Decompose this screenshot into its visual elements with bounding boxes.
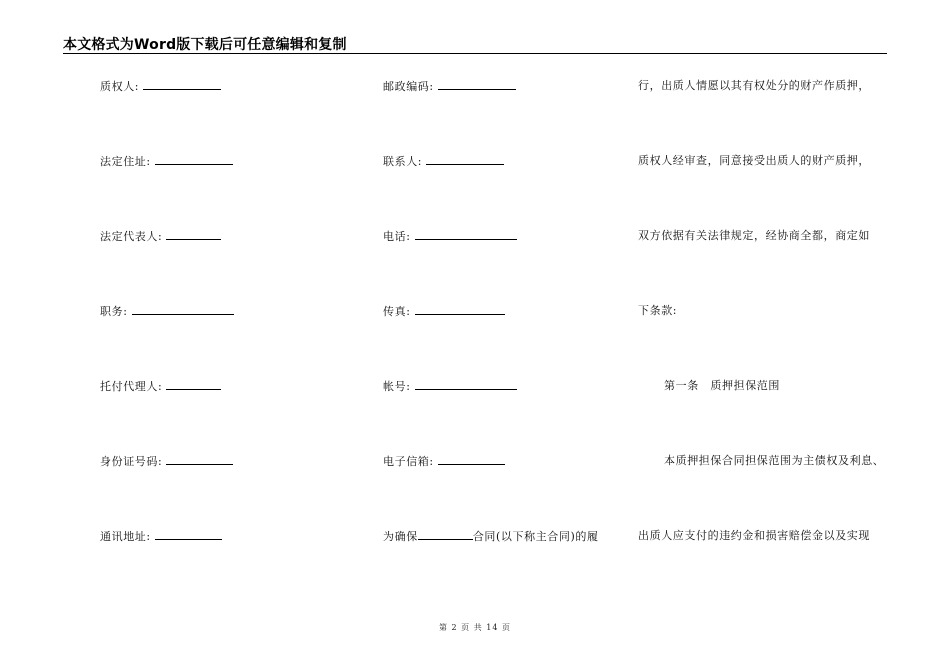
blank-line <box>438 454 505 465</box>
field-label: 通讯地址: <box>100 530 151 543</box>
page-header-title: 本文格式为Word版下载后可任意编辑和复制 <box>63 37 347 53</box>
body-text: 合同(以下称主合同)的履 <box>472 530 599 543</box>
body-line: 质权人经审查，同意接受出质人的财产质押， <box>638 154 870 167</box>
blank-line <box>166 229 221 240</box>
field-account <box>383 379 517 394</box>
blank-line <box>415 379 517 390</box>
field-label: 职务: <box>100 305 128 318</box>
blank-line <box>166 379 221 390</box>
field-fax <box>383 304 505 319</box>
field-legal-address <box>100 154 233 169</box>
field-label: 身份证号码: <box>100 455 163 468</box>
section-heading: 第一条 质押担保范围 <box>664 379 780 392</box>
field-pledgee <box>100 79 221 94</box>
body-line: 下条款: <box>638 304 678 317</box>
blank-line <box>166 454 233 465</box>
blank-line <box>415 304 505 315</box>
blank-line <box>415 229 517 240</box>
body-line: 出质人应支付的违约金和损害赔偿金以及实现 <box>638 529 870 542</box>
field-agent <box>100 379 221 394</box>
field-phone <box>383 229 517 244</box>
page-footer: 第 2 页 共 14 页 <box>439 623 511 632</box>
field-label: 电子信箱: <box>383 455 434 468</box>
field-label: 法定住址: <box>100 155 151 168</box>
body-line: 本质押担保合同担保范围为主债权及利息、 <box>664 454 885 467</box>
blank-line <box>418 529 473 540</box>
contract-intro <box>383 529 599 544</box>
field-label: 电话: <box>383 230 411 243</box>
blank-line <box>438 79 516 90</box>
field-legal-representative <box>100 229 221 244</box>
field-label: 联系人: <box>383 155 423 168</box>
field-mailing-address <box>100 529 222 544</box>
field-label: 传真: <box>383 305 411 318</box>
field-email <box>383 454 505 469</box>
field-id-number <box>100 454 233 469</box>
field-label: 邮政编码: <box>383 80 434 93</box>
blank-line <box>143 79 221 90</box>
field-label: 质权人: <box>100 80 140 93</box>
field-postal-code <box>383 79 516 94</box>
blank-line <box>155 529 222 540</box>
blank-line <box>155 154 233 165</box>
field-contact <box>383 154 504 169</box>
body-line: 行，出质人情愿以其有权处分的财产作质押， <box>638 79 870 92</box>
blank-line <box>426 154 504 165</box>
body-text: 为确保 <box>383 530 418 543</box>
field-position <box>100 304 234 319</box>
field-label: 帐号: <box>383 380 411 393</box>
field-label: 托付代理人: <box>100 380 163 393</box>
body-line: 双方依据有关法律规定，经协商全都，商定如 <box>638 229 870 242</box>
blank-line <box>132 304 234 315</box>
header-divider <box>63 53 887 54</box>
field-label: 法定代表人: <box>100 230 163 243</box>
